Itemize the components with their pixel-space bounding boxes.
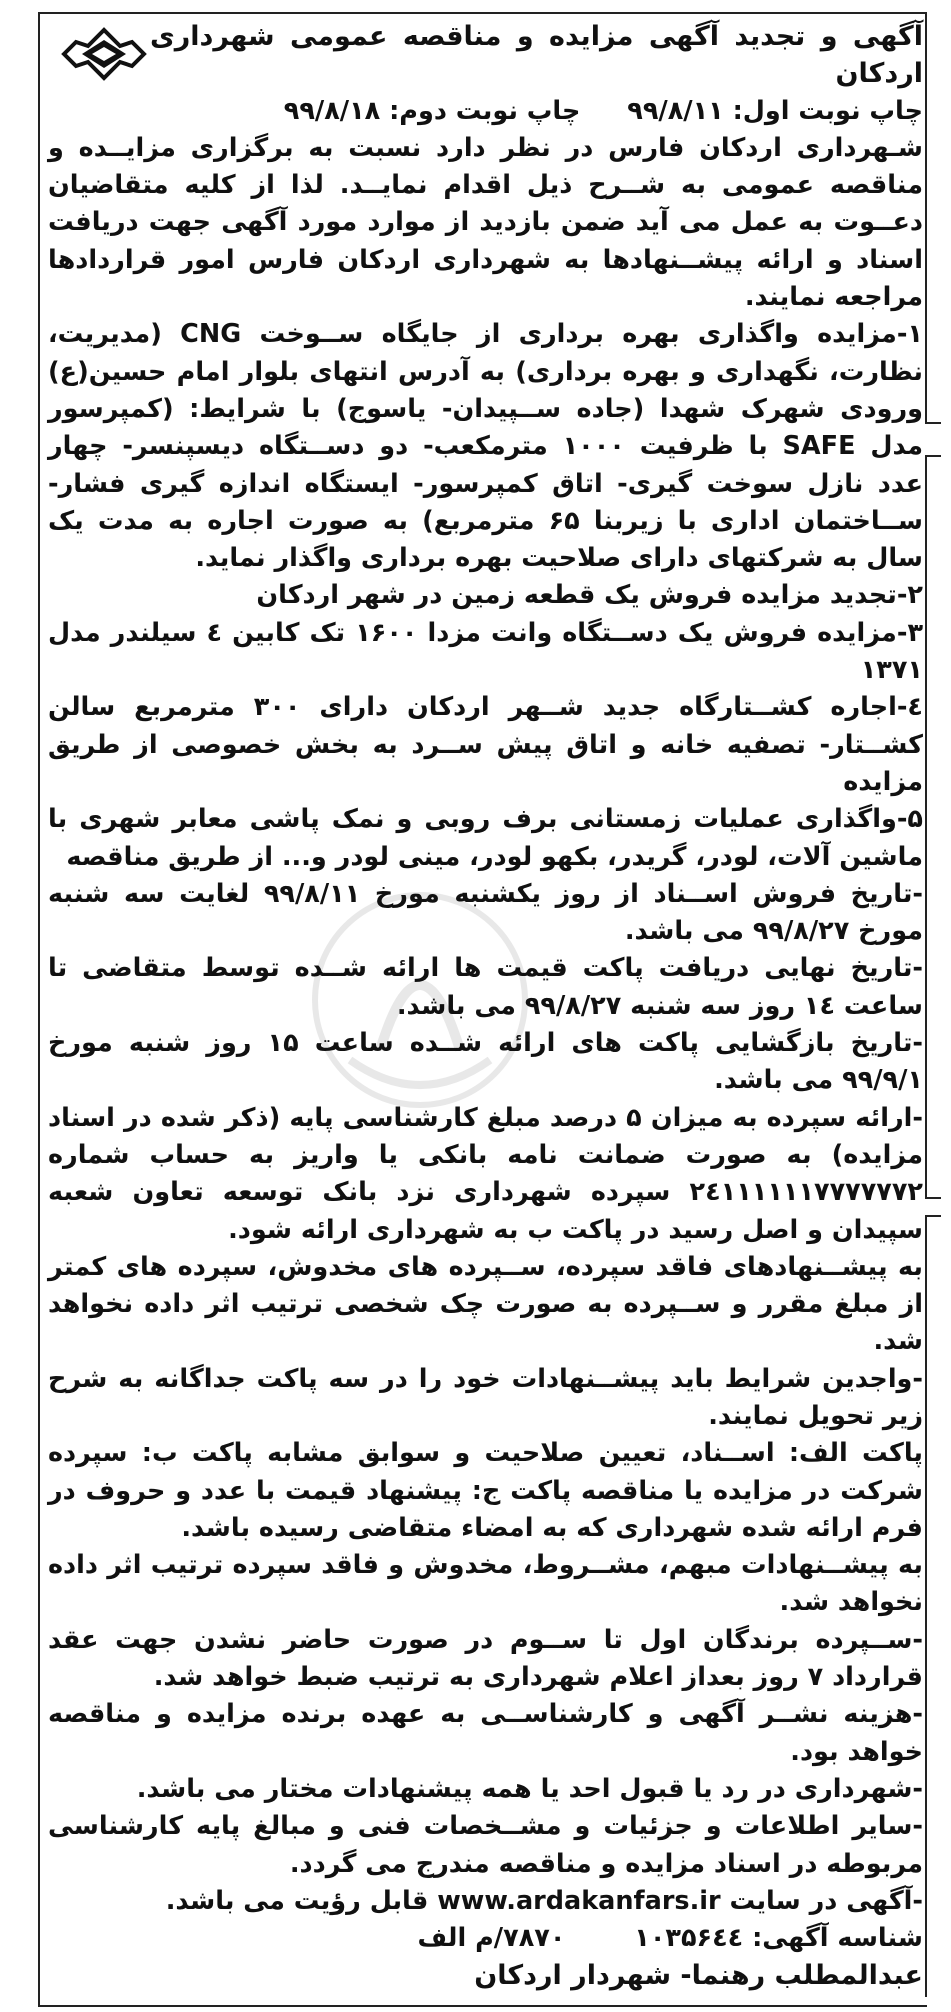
condition-item: -واجدین شرایط باید پیشــنهادات خود را در سه پاکت جداگانه به شرح زیر تحویل نمایند. <box>48 1363 923 1431</box>
website-suffix: قابل رؤیت می باشد. <box>165 1885 429 1916</box>
notice-content <box>48 18 923 1995</box>
municipality-logo-icon <box>58 24 150 84</box>
column-rule-middle <box>925 455 941 1199</box>
notice-id: شناسه آگهی: ۱۰۳۵۶٤٤ <box>634 1923 923 1954</box>
website-link[interactable]: www.ardakanfars.ir <box>437 1885 721 1916</box>
condition-item: به پیشــنهادهای فاقد سپرده، ســپرده های مخدوش، سپرده های کمتر از مبلغ مقرر و ســپرده به صورت چک شخصی ترتیب اثر داده نخواهد شد. <box>48 1251 923 1357</box>
notice-header <box>48 18 923 130</box>
condition-item: به پیشــنهادات مبهم، مشــروط، مخدوش و فاقد سپرده ترتیب اثر داده نخواهد شد. <box>48 1550 923 1618</box>
list-item: ۳-مزایده فروش یک دســتگاه وانت مزدا ۱۶۰۰ تک کابین ٤ سیلندر مدل ۱۳۷۱ <box>48 617 924 686</box>
website-line <box>48 1883 923 1920</box>
condition-item: -تاریخ بازگشایی پاکت های ارائه شــده ساعت ۱۵ روز شنبه مورخ ۹۹/۹/۱ می باشد. <box>48 1028 923 1096</box>
signature: عبدالمطلب رهنما- شهردار اردکان <box>474 1960 923 1992</box>
column-rule-top <box>925 12 941 424</box>
first-print-date: چاپ نوبت اول: ۹۹/۸/۱۱ <box>627 95 923 126</box>
website-prefix: -آگهی در سایت <box>729 1885 923 1916</box>
intro-paragraph: شـهرداری اردکان فارس در نظر دارد نسبت به برگزاری مزایــده و مناقصه عمومی به شــرح ذیل اقدام نمایــد. لذا از کلیه متقاضیان دعــوت به عمل می آید ضمن بازدید از موارد مورد آگهی جهت دریافت اسناد و ارائه پیشــنهادها به شهرداری اردکان فارس امور قراردادها مراجعه نمایند. <box>48 132 923 313</box>
list-item: ۵-واگذاری عملیات زمستانی برف روبی و نمک پاشی معابر شهری با ماشین آلات، لودر، گریدر، بکهو لودر، مینی لودر و... از طریق مناقصه <box>48 804 923 872</box>
column-rule-bottom <box>925 1215 941 1997</box>
condition-item: -شهرداری در رد یا قبول احد یا همه پیشنهادات مختار می باشد. <box>136 1773 923 1804</box>
reference-number: ۷۸۷۰/م الف <box>417 1923 566 1954</box>
condition-item: -تاریخ فروش اســناد از روز یکشنبه مورخ ۹۹/۸/۱۱ لغایت سه شنبه مورخ ۹۹/۸/۲۷ می باشد. <box>48 878 923 947</box>
list-item: ۲-تجدید مزایده فروش یک قطعه زمین در شهر اردکان <box>256 580 923 611</box>
condition-item: -تاریخ نهایی دریافت پاکت قیمت ها ارائه شــده توسط متقاضی تا ساعت ۱٤ روز سه شنبه ۹۹/۸/۲۷ می باشد. <box>48 953 923 1021</box>
notice-title: آگهی و تجدید آگهی مزایده و مناقصه عمومی شهرداری اردکان <box>150 21 923 90</box>
condition-item: -هزینه نشــر آگهی و کارشناســی به عهده برنده مزایده و مناقصه خواهد بود. <box>48 1699 923 1767</box>
list-item: ٤-اجاره کشــتارگاه جدید شــهر اردکان دارای ۳۰۰ مترمربع سالن کشــتار- تصفیه خانه و اتاق پیش ســرد به بخش خصوصی از طریق مزایده <box>48 692 923 797</box>
print-dates <box>150 93 923 130</box>
second-print-date: چاپ نوبت دوم: ۹۹/۸/۱۸ <box>283 95 581 126</box>
condition-item: -سایر اطلاعات و جزئیات و مشــخصات فنی و مبالغ پایه کارشناسی مربوطه در اسناد مزایده و مناقصه مندرج می گردد. <box>48 1811 923 1879</box>
notice-id-row <box>48 1920 923 1957</box>
list-item: ۱-مزایده واگذاری بهره برداری از جایگاه ســوخت CNG (مدیریت، نظارت، نگهداری و بهره برداری) به آدرس انتهای بلوار امام حسین(ع) ورودی شهرک شهدا (جاده ســپیدان- یاسوج) با شرایط: (کمپرسور مدل SAFE با ظرفیت ۱۰۰۰ مترمکعب- دو دســتگاه دیسپنسر- چهار عدد نازل سوخت گیری- اتاق کمپرسور- ایستگاه اندازه گیری فشار- ســاختمان اداری با زیربنا ۶۵ مترمربع) به صورت اجاره به مدت یک سال به شرکتهای دارای صلاحیت بهره برداری واگذار نماید. <box>48 319 923 574</box>
condition-item: -ارائه سپرده به میزان ۵ درصد مبلغ کارشناسی پایه (ذکر شده در اسناد مزایده) به صورت ضمانت نامه بانکی یا واریز به حساب شماره ۲٤۱۱۱۱۱۱۷۷۷۷۷۷۲ سپرده شهرداری نزد بانک توسعه تعاون شعبه سپیدان و اصل رسید در پاکت ب به شهرداری ارائه شود. <box>48 1102 924 1245</box>
condition-item: پاکت الف: اســناد، تعیین صلاحیت و سوابق مشابه پاکت ب: سپرده شرکت در مزایده یا مناقصه پاکت ج: پیشنهاد قیمت با عدد و حروف در فرم ارائه شده شهرداری که به امضاء متقاضی رسیده باشد. <box>48 1438 923 1543</box>
condition-item: -ســپرده برندگان اول تا ســوم در صورت حاضر نشدن جهت عقد قرارداد ۷ روز بعداز اعلام شهرداری به ترتیب ضبط خواهد شد. <box>48 1624 923 1693</box>
header-text <box>150 18 923 130</box>
